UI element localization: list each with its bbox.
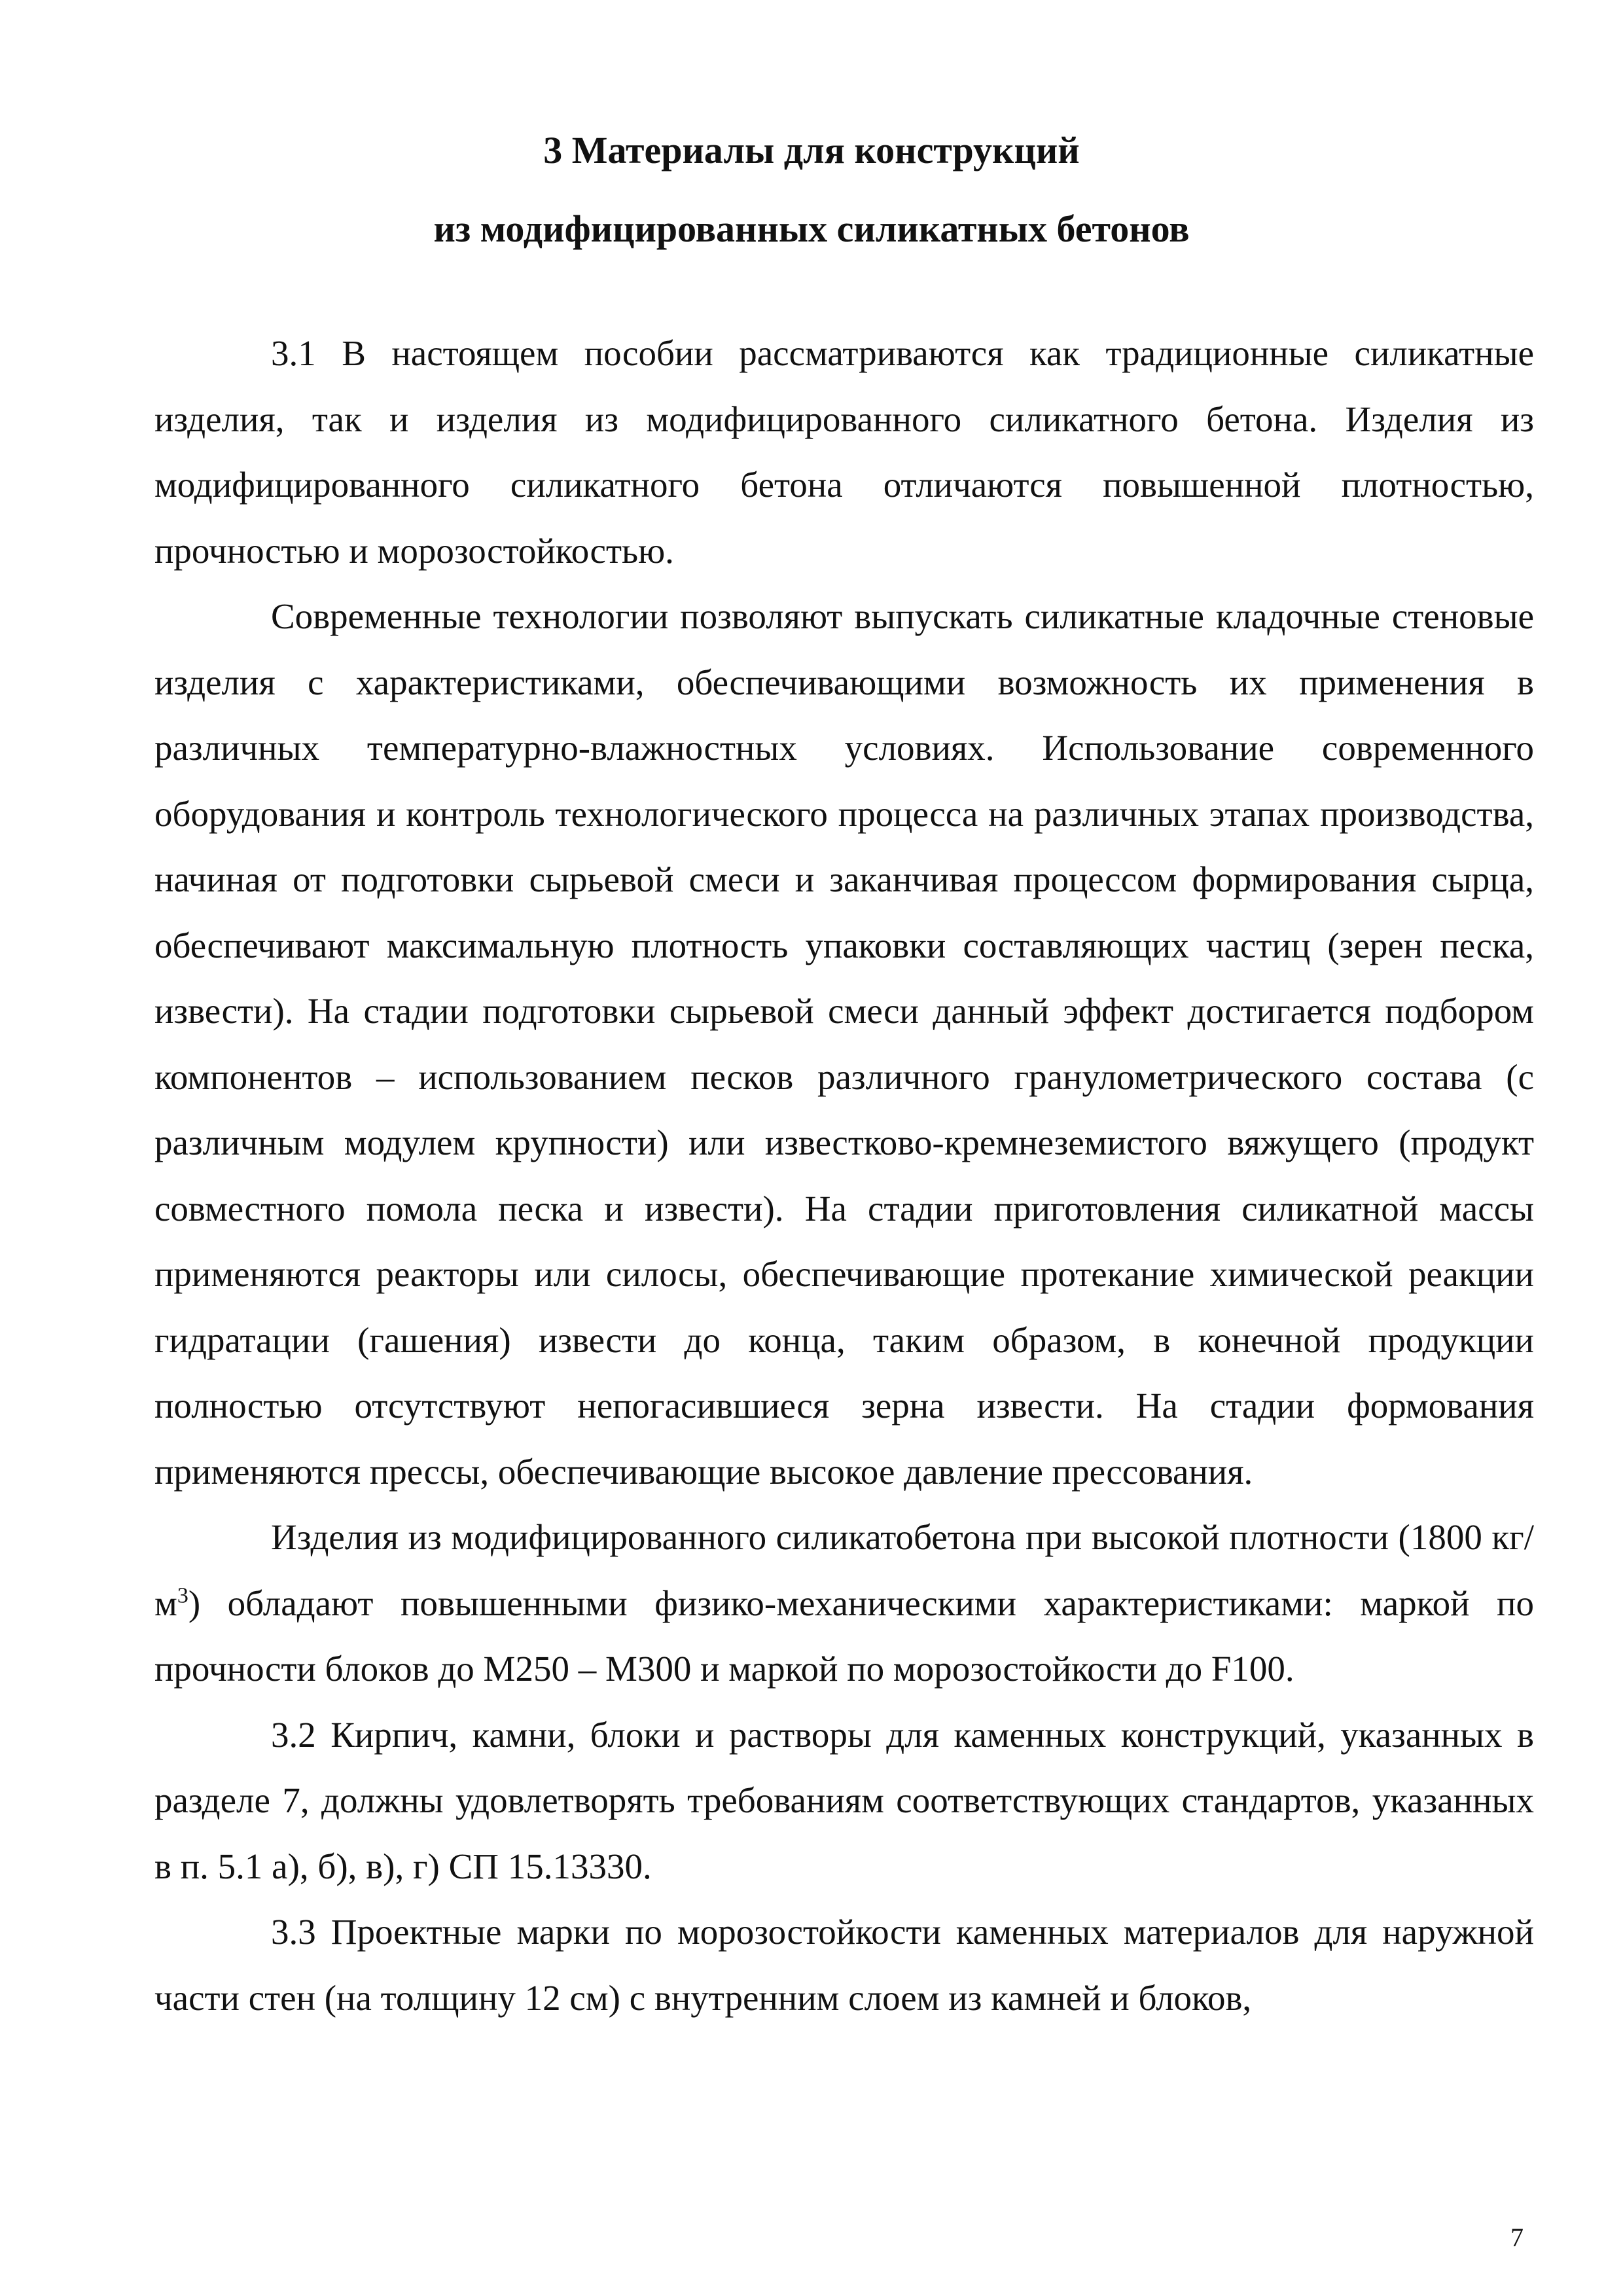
- body-text: [154, 321, 1534, 2031]
- paragraph-3-3: 3.3 Проектные марки по морозостойкости каменных материалов для наружной части стен (на толщину 12 см) с внутренним слоем из камней и блоков,: [154, 1912, 1534, 2018]
- paragraph-density: [154, 1505, 1534, 1702]
- section-heading: [0, 111, 1623, 268]
- page-number: 7: [1510, 2223, 1524, 2252]
- paragraph-technologies: Современные технологии позволяют выпускать силикатные кладочные стеновые изделия с характеристиками, обеспечивающими возможность их применения в различных температурно-влажностных условиях. Использование современного оборудования и контроль технологического процесса на различных этапах производства, начиная от подготовки сырьевой смеси и заканчивая процессом формирования сырца, обеспечивают максимальную плотность упаковки составляющих частиц (зерен песка, извести). На стадии подготовки сырьевой смеси данный эффект достигается подбором компонентов – использованием песков различного гранулометрического состава (с различным модулем крупности) или известково-кремнеземистого вяжущего (продукт совместного помола песка и извести). На стадии приготовления силикатной массы применяются реакторы или силосы, обеспечивающие протекание химической реакции гидратации (гашения) извести до конца, таким образом, в конечной продукции полностью отсутствуют непогасившиеся зерна извести. На стадии формования применяются прессы, обеспечивающие высокое давление прессования.: [154, 596, 1534, 1492]
- section-heading-line-1: 3 Материалы для конструкций: [543, 129, 1080, 171]
- superscript-3: 3: [177, 1583, 188, 1608]
- paragraph-3-1: 3.1 В настоящем пособии рассматриваются как традиционные силикатные изделия, так и изделия из модифицированного силикатного бетона. Изделия из модифицированного силикатного бетона отличаются повышенной плотностью, прочностью и морозостойкостью.: [154, 333, 1534, 571]
- paragraph-density-text-a: Изделия из модифицированного силикатобетона при высокой плотности (1800 кг/м: [154, 1517, 1534, 1623]
- section-heading-line-2: из модифицированных силикатных бетонов: [433, 207, 1190, 250]
- paragraph-density-text-b: ) обладают повышенными физико-механическими характеристиками: маркой по прочности блоков до М250 – М300 и маркой по морозостойкости до F100.: [154, 1583, 1534, 1689]
- paragraph-3-2: 3.2 Кирпич, камни, блоки и растворы для каменных конструкций, указанных в разделе 7, должны удовлетворять требованиям соответствующих стандартов, указанных в п. 5.1 а), б), в), г) СП 15.13330.: [154, 1714, 1534, 1886]
